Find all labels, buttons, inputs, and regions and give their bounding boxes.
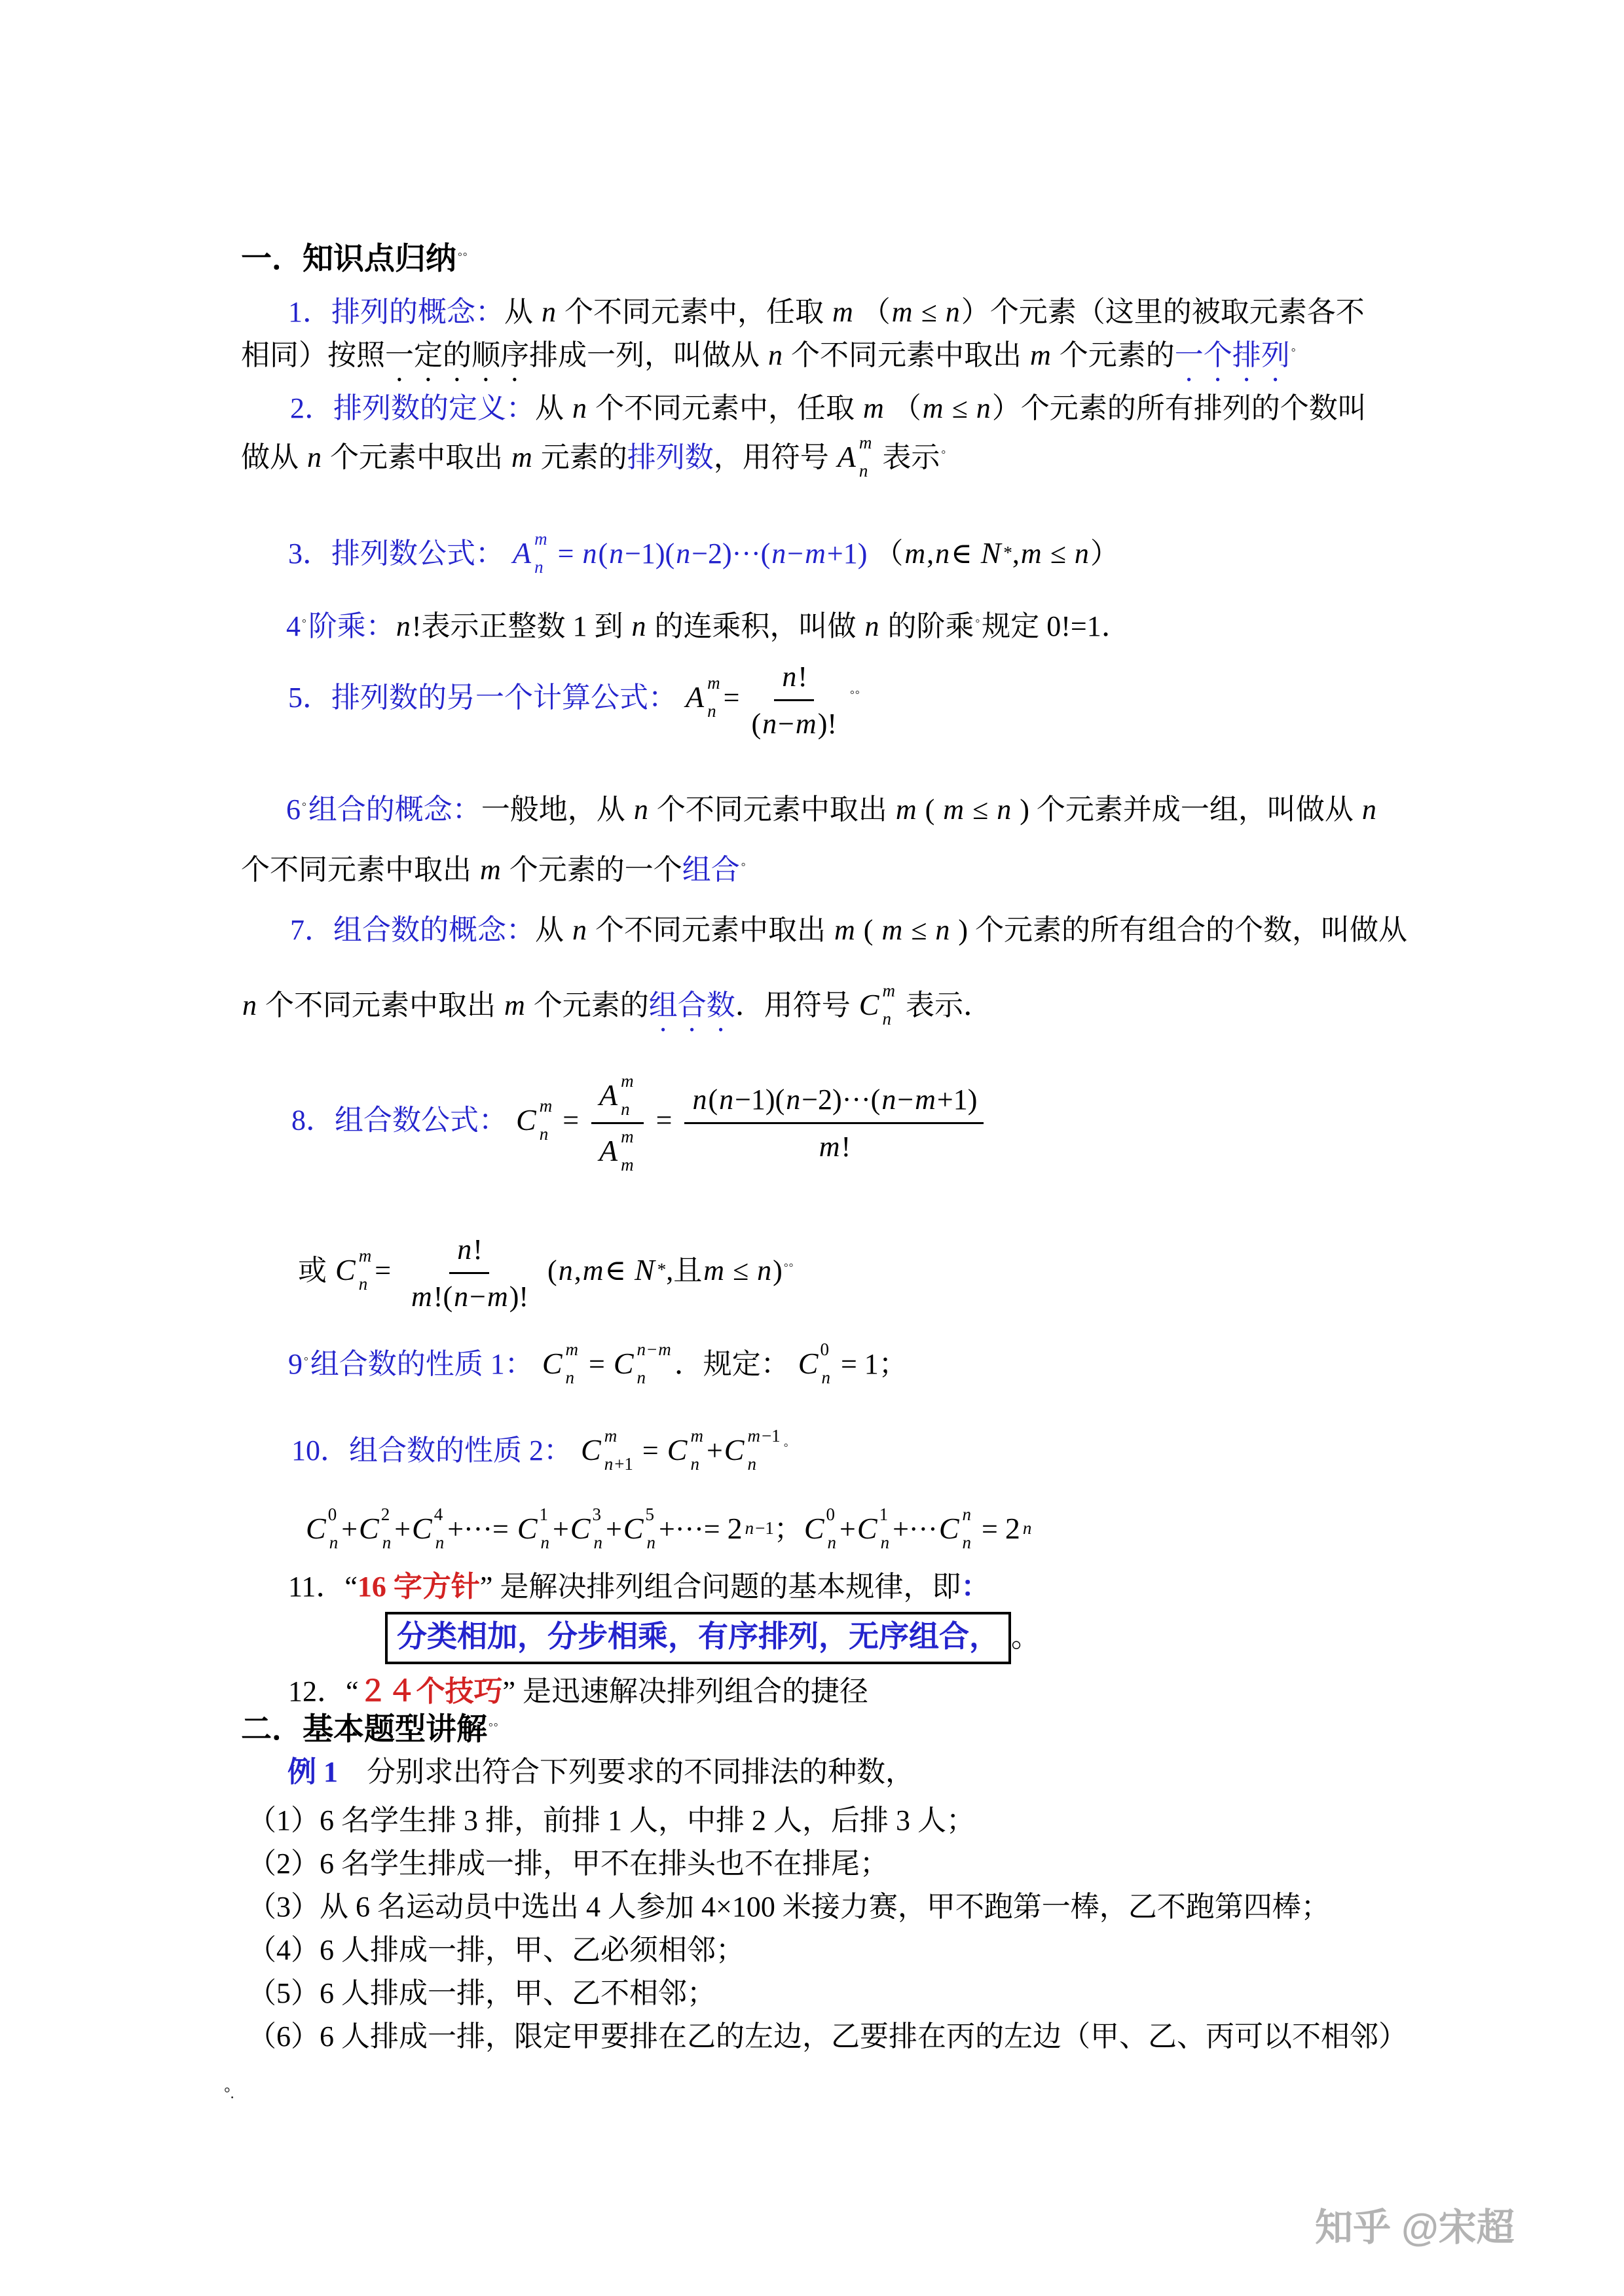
point12-24-tricks: 12．“２４个技巧” 是迅速解决排列组合的捷径: [288, 1675, 869, 1707]
section2-heading: 二．基本题型讲解 °°: [241, 1713, 499, 1747]
point11-16-char-policy: 11．“16 字方针” 是解决排列组合问题的基本规律，即：: [288, 1571, 990, 1603]
point8-combination-formula-alt: 或 C m n = $\frac{n!}{m!(n-m)!}$ (n,m∈ N * ,且m ≤ n) °°: [298, 1231, 795, 1315]
point6-combination-concept-line1: 6 °组合的概念：一般地，从 n 个不同元素中取出 m ( m ≤ n ) 个元素并成一组，叫做从 n: [286, 793, 1376, 826]
rule-box-line: [385, 1612, 1040, 1664]
point2-permutation-number-def-line1: 2．排列数的定义：从 n 个不同元素中，任取 m （m ≤ n）个元素的所有排列的个数叫: [290, 392, 1367, 424]
point7-combination-number-concept-line2: n 个不同元素中取出 m 个元素的组合数．用符号 C m n 表示．: [242, 981, 992, 1029]
example1-question4: （4）6 人排成一排，甲、乙必须相邻；: [248, 1934, 745, 1966]
rule-box: 分类相加，分步相乘，有序排列，无序组合，: [385, 1612, 1011, 1664]
binomial-sum-identities: C 0 n + C 2 n + C 4 n +···= C 1 n + C 3 n + C 5 n +···= 2 n−1 ； C 0 n + C 1 n +··· C n n = 2 n: [306, 1504, 1032, 1552]
point3-permutation-formula: 3．排列数公式： A m n = n(n−1)(n−2)···(n−m+1) （m,n∈ N * ,m ≤ n）: [288, 529, 1119, 577]
example1-question6: （6）6 人排成一排，限定甲要排在乙的左边，乙要排在丙的左边（甲、乙、丙可以不相邻）: [248, 2020, 1407, 2052]
point8-combination-formula: 8．组合数公式： C m n = A m n A m m = $\frac{n(n-1)(n-2)\cdot\cdot\cdot(n-m+1)}{m!}$: [291, 1072, 989, 1174]
page-end-mark: °.: [224, 2085, 234, 2102]
point5-permutation-alt-formula: 5．排列数的另一个计算公式： A m n = $\frac{n!}{(n-m)!}$ °°: [288, 658, 862, 742]
example1-question1: （1）6 名学生排 3 排，前排 1 人，中排 2 人，后排 3 人；: [248, 1804, 975, 1836]
point1-permutation-concept-line1: 1．排列的概念：从 n 个不同元素中，任取 m （m ≤ n）个元素（这里的被取元素各不: [288, 296, 1365, 328]
zhihu-watermark: 知乎 @宋超: [1315, 2206, 1515, 2249]
example1-question2: （2）6 名学生排成一排，甲不在排头也不在排尾；: [248, 1848, 889, 1880]
point10-combination-property2: 10．组合数的性质 2： C m n+1 = C m n + C m−1 n °: [291, 1426, 789, 1474]
example1-question5: （5）6 人排成一排，甲、乙不相邻；: [248, 1977, 716, 2009]
point7-combination-number-concept-line1: 7．组合数的概念：从 n 个不同元素中取出 m ( m ≤ n ) 个元素的所有组合的个数，叫做从: [290, 914, 1408, 946]
example1-question3: （3）从 6 名运动员中选出 4 人参加 4×100 米接力赛，甲不跑第一棒，乙不跑第四棒；: [248, 1891, 1330, 1923]
point6-combination-concept-line2: 个不同元素中取出 m 个元素的一个组合 °: [241, 854, 747, 886]
point2-permutation-number-def-line2: 做从 n 个元素中取出 m 元素的排列数，用符号 A m n 表示 °: [241, 433, 947, 481]
point4-factorial: 4 °阶乘：n!表示正整数 1 到 n 的连乘积，叫做 n 的阶乘 °规定 0!=1．: [286, 610, 1130, 642]
example1-intro: 例 1 分别求出符合下列要求的不同排法的种数，: [287, 1756, 914, 1788]
point9-combination-property1: 9 °组合数的性质 1： C m n = C n−m n ．规定： C 0 n = 1；: [288, 1339, 908, 1387]
point1-permutation-concept-line2: 相同）按照一定的顺序排成一列，叫做从 n 个不同元素中取出 m 个元素的一个排列 °: [241, 339, 1297, 371]
rule-box-period: 。: [1011, 1621, 1040, 1653]
section1-heading: 一．知识点归纳 °°: [241, 242, 468, 276]
